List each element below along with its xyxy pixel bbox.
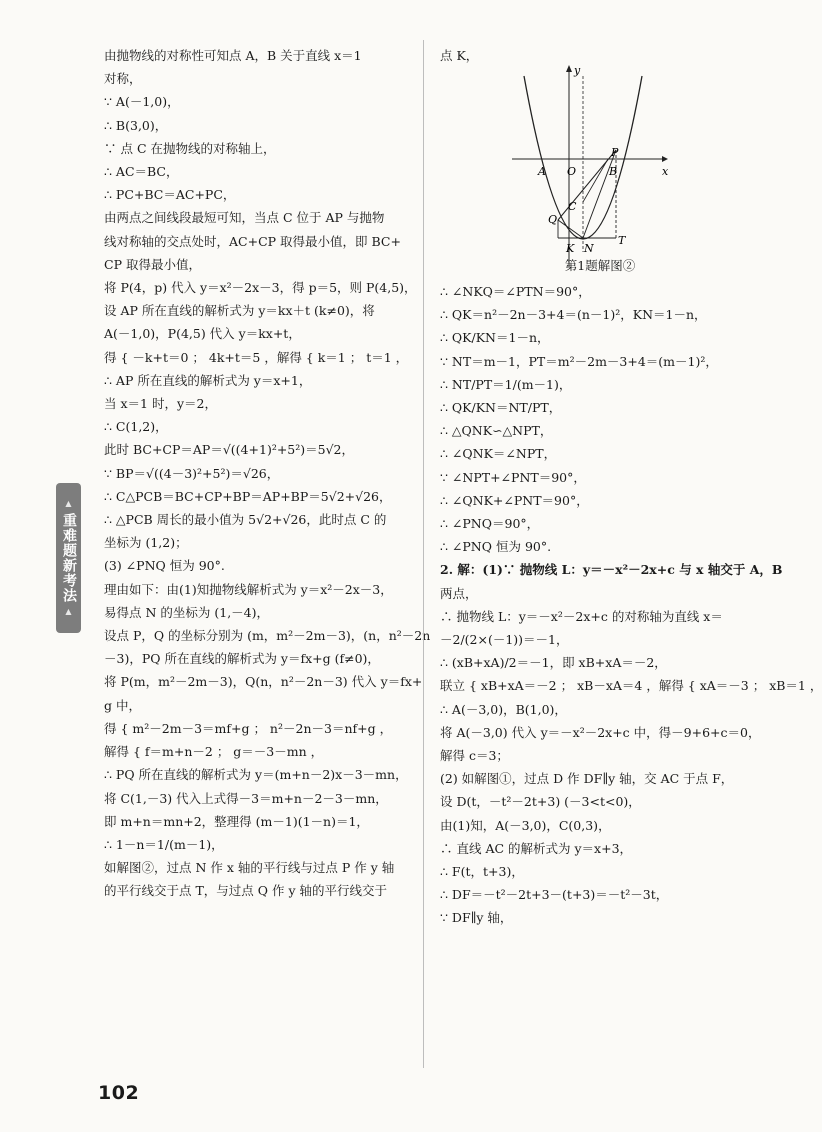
text-line: ∴ QK/KN＝1－n， xyxy=(440,330,550,346)
text-line: A(－1,0)，P(4,5) 代入 y＝kx+t， xyxy=(104,326,301,342)
text-line: ∴ QK＝n²－2n－3+4＝(n－1)²，KN＝1－n， xyxy=(440,307,707,323)
right-column xyxy=(440,280,822,930)
text-line: ∴ PC+BC＝AC+PC， xyxy=(104,187,236,203)
text-line: 设点 P，Q 的坐标分别为 (m，m²－2m－3)，(n，n²－2n xyxy=(104,628,431,644)
triangle-up-icon: ▲ xyxy=(65,607,72,616)
label-x: x xyxy=(662,165,669,178)
text-line: 易得点 N 的坐标为 (1,－4)， xyxy=(104,604,269,620)
question-heading: 2. 解：(1)∵ 抛物线 L：y＝－x²－2x+c 与 x 轴交于 A，B xyxy=(440,562,783,578)
text-line: 设 D(t，－t²－2t+3) (－3<t<0)， xyxy=(440,794,641,810)
text-line: 将 P(4，p) 代入 y＝x²－2x－3，得 p＝5，则 P(4,5)， xyxy=(104,280,417,296)
segment-nq xyxy=(558,220,583,238)
text-line: ∴ ∠PNQ＝90°， xyxy=(440,516,540,532)
text-line: ∴ △PCB 周长的最小值为 5√2+√26，此时点 C 的 xyxy=(104,512,387,528)
label-p: P xyxy=(611,146,619,159)
label-y: y xyxy=(574,64,581,77)
x-axis-arrow xyxy=(662,156,668,162)
label-o: O xyxy=(567,165,577,178)
text-line: ∴ △QNK∽△NPT， xyxy=(440,423,553,439)
text-line: ∴ ∠PNQ 恒为 90°. xyxy=(440,539,552,555)
text-line: ∴ QK/KN＝NT/PT， xyxy=(440,400,562,416)
parabola-diagram xyxy=(512,62,672,270)
label-k: K xyxy=(566,242,575,255)
section-side-tab xyxy=(56,483,81,633)
text-line: 对称， xyxy=(104,71,142,87)
text-line: 当 x＝1 时，y＝2， xyxy=(104,396,217,412)
text-line: ∴ DF＝－t²－2t+3－(t+3)＝－t²－3t， xyxy=(440,887,669,903)
text-line: －3)，PQ 所在直线的解析式为 y＝fx+g (f≠0)， xyxy=(104,651,380,667)
parabola-figure xyxy=(512,62,672,270)
text-line: ∴ B(3,0)， xyxy=(104,117,168,133)
text-line: ∴ PQ 所在直线的解析式为 y＝(m+n－2)x－3－mn， xyxy=(104,767,408,783)
text-line: 将 P(m，m²－2m－3)，Q(n，n²－2n－3) 代入 y＝fx+ xyxy=(104,674,423,690)
text-line: ∵ ∠NPT+∠PNT＝90°， xyxy=(440,469,586,485)
label-n: N xyxy=(584,242,594,255)
text-line: ∴ A(－3,0)，B(1,0)， xyxy=(440,701,567,717)
text-line: ∵ BP＝√((4－3)²+5²)＝√26， xyxy=(104,465,280,481)
label-a: A xyxy=(538,165,546,178)
text-line: ∴ NT/PT＝1/(m－1)， xyxy=(440,376,572,392)
label-c: C xyxy=(568,200,577,213)
text-line: －2/(2×(－1))＝－1， xyxy=(440,632,569,648)
page-number: 102 xyxy=(98,1082,140,1104)
text-line: 理由如下：由(1)知抛物线解析式为 y＝x²－2x－3， xyxy=(104,581,393,597)
triangle-up-icon: ▲ xyxy=(65,499,72,508)
text-line: ∵ DF∥y 轴， xyxy=(440,910,513,926)
text-line: ∴ F(t，t+3)， xyxy=(440,864,524,880)
text-line: 点 K， xyxy=(440,48,479,63)
text-line: ∴ ∠QNK+∠PNT＝90°， xyxy=(440,492,589,508)
text-line: ∴ ∠QNK＝∠NPT， xyxy=(440,446,557,462)
text-line: ∴ 1－n＝1/(m－1)， xyxy=(104,836,224,852)
text-line: 坐标为 (1,2)； xyxy=(104,535,188,551)
column-divider xyxy=(423,40,424,1068)
text-line: ∴ AP 所在直线的解析式为 y＝x+1， xyxy=(104,372,312,388)
text-line: (3) ∠PNQ 恒为 90°. xyxy=(104,558,225,574)
text-line: ∴ (xB+xA)/2＝－1，即 xB+xA＝－2， xyxy=(440,655,667,671)
text-line: ∴ C(1,2)， xyxy=(104,419,168,435)
text-line: 由抛物线的对称性可知点 A，B 关于直线 x＝1 xyxy=(104,48,362,63)
equation-system: 解得 { f＝m+n－2 ； g＝－3－mn ， xyxy=(104,744,324,760)
text-line: 将 C(1,－3) 代入上式得－3＝m+n－2－3－mn， xyxy=(104,790,388,806)
label-b: B xyxy=(609,165,618,178)
side-tab-label: 重难题新考法 xyxy=(61,513,77,603)
text-line: ∴ C△PCB＝BC+CP+BP＝AP+BP＝5√2+√26， xyxy=(104,488,392,504)
left-column xyxy=(104,44,431,903)
equation-system: 得 { m²－2m－3＝mf+g ； n²－2n－3＝nf+g ， xyxy=(104,720,393,736)
text-line: ∵ A(－1,0)， xyxy=(104,94,180,110)
text-line: 解得 c＝3； xyxy=(440,748,509,764)
text-line: 线对称轴的交点处时，AC+CP 取得最小值，即 BC+ xyxy=(104,233,401,249)
text-line: 将 A(－3,0) 代入 y＝－x²－2x+c 中，得－9+6+c＝0， xyxy=(440,724,761,740)
text-line: 即 m+n＝mn+2，整理得 (m－1)(1－n)＝1， xyxy=(104,813,369,829)
text-line: 由(1)知，A(－3,0)，C(0,3)， xyxy=(440,817,611,833)
text-line: g 中， xyxy=(104,697,141,713)
text-line: 的平行线交于点 T，与过点 Q 作 y 轴的平行线交于 xyxy=(104,883,388,899)
text-line: ∴ ∠NKQ＝∠PTN＝90°， xyxy=(440,284,591,299)
text-line: ∴ 抛物线 L：y＝－x²－2x+c 的对称轴为直线 x＝ xyxy=(440,608,723,624)
text-line: ∴ AC＝BC， xyxy=(104,164,179,180)
text-line: 由两点之间线段最短可知，当点 C 位于 AP 与抛物 xyxy=(104,210,385,226)
text-line: 两点， xyxy=(440,585,478,601)
equation-system: 联立 { xB+xA＝－2 ； xB－xA＝4 ，解得 { xA＝－3 ； xB＝1 ， xyxy=(440,678,822,694)
text-line: CP 取得最小值， xyxy=(104,256,201,272)
text-line: 设 AP 所在直线的解析式为 y＝kx＋t (k≠0)，将 xyxy=(104,303,375,319)
y-axis-arrow xyxy=(566,65,572,72)
figure-caption: 第1题解图② xyxy=(564,258,636,273)
text-line: ∵ NT＝m－1，PT＝m²－2m－3+4＝(m－1)²， xyxy=(440,353,718,369)
text-line: ∵ 点 C 在抛物线的对称轴上， xyxy=(104,140,276,156)
text-line: (2) 如解图①，过点 D 作 DF∥y 轴，交 AC 于点 F， xyxy=(440,771,734,787)
text-line: ∴ 直线 AC 的解析式为 y＝x+3， xyxy=(440,840,633,856)
label-q: Q xyxy=(548,213,558,226)
text-line: 此时 BC+CP＝AP＝√((4+1)²+5²)＝5√2， xyxy=(104,442,355,458)
text-line: 如解图②，过点 N 作 x 轴的平行线与过点 P 作 y 轴 xyxy=(104,860,395,876)
label-t: T xyxy=(618,234,626,247)
equation-system: 得 { －k+t＝0 ； 4k+t＝5 ，解得 { k＝1 ； t＝1 ， xyxy=(104,349,409,365)
